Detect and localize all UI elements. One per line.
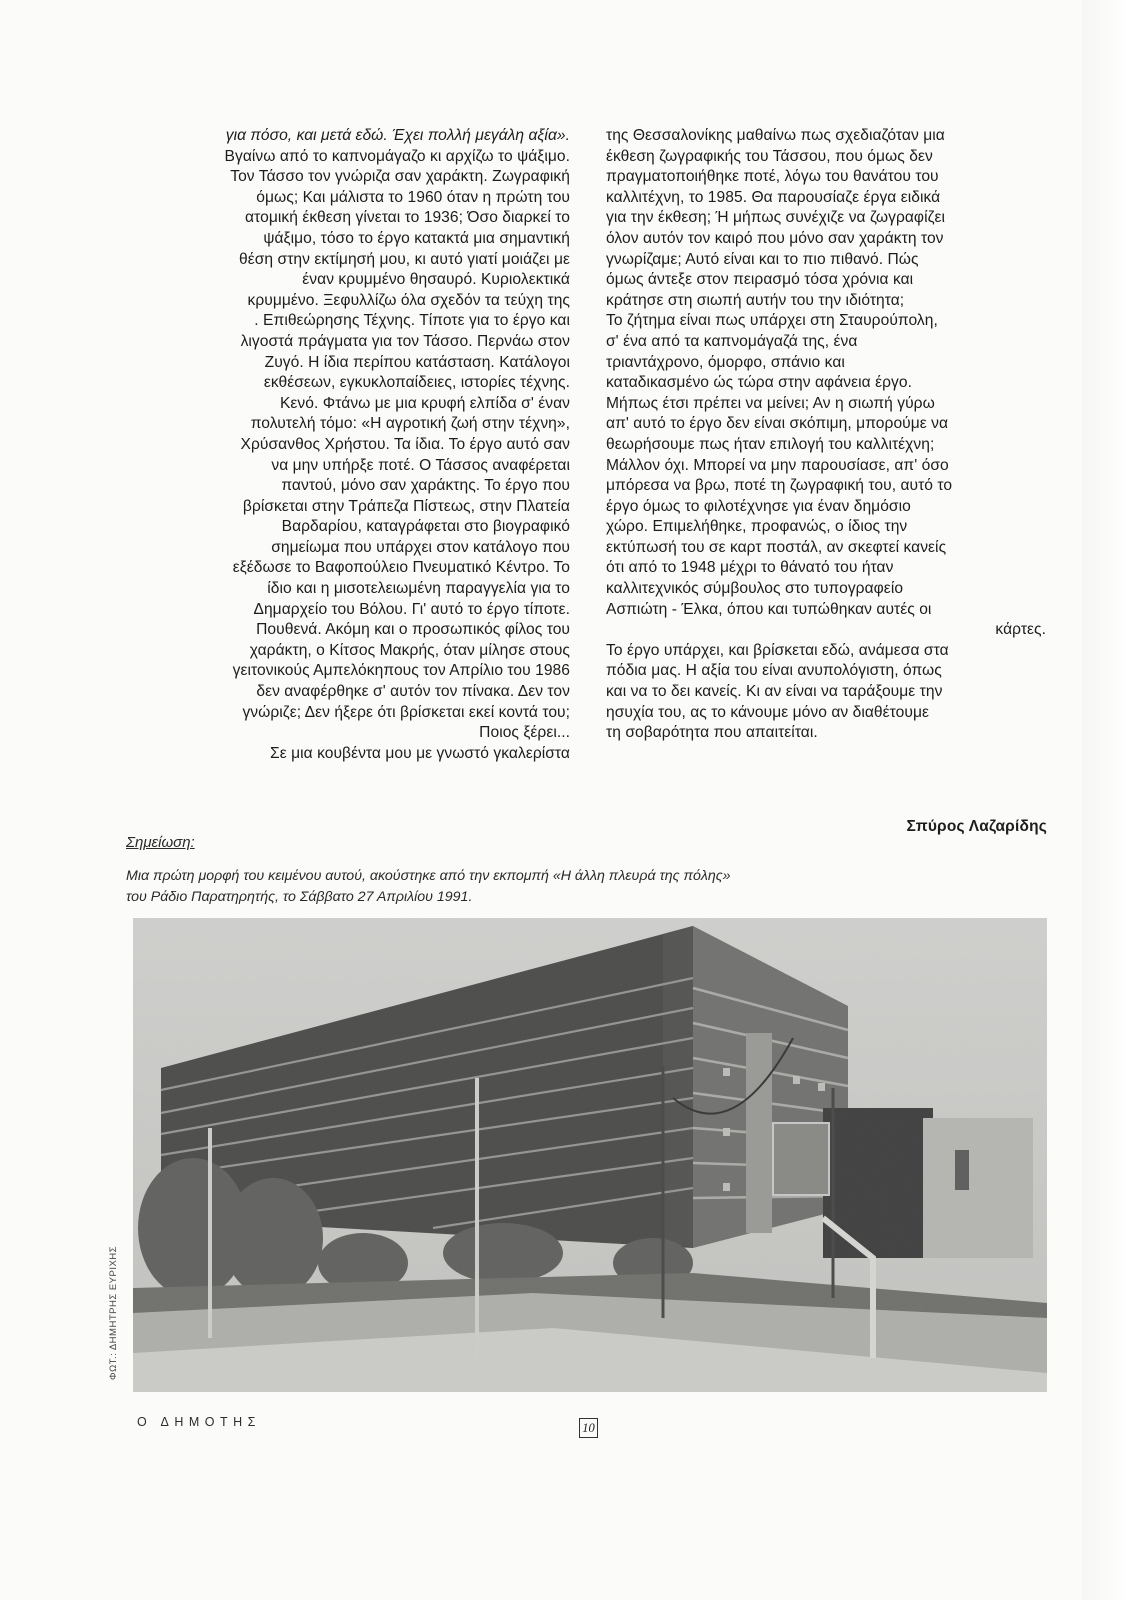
page-edge	[1082, 0, 1132, 1600]
note-text	[126, 866, 731, 907]
text-line: της Θεσσαλονίκης μαθαίνω πως σχεδιαζόταν μια	[606, 127, 945, 144]
text-line: Ποιος ξέρει...	[479, 724, 570, 742]
text-line: Βγαίνω από το καπνομάγαζο κι αρχίζω το ψάξιμο.	[224, 147, 570, 165]
text-line: να μην υπήρξε ποτέ. Ο Τάσσος αναφέρεται	[271, 456, 570, 474]
text-line: πραγματοποιήθηκε ποτέ, λόγω του θανάτου του	[606, 168, 939, 186]
text-line: κράτησε στη σιωπή αυτήν του την ιδιότητα;	[606, 291, 905, 309]
text-line: τη σοβαρότητα που απαιτείται.	[606, 724, 818, 742]
text-line: βρίσκεται στην Τράπεζα Πίστεως, στην Πλατεία	[242, 497, 570, 515]
article-left-column	[128, 126, 570, 764]
text-line: παντού, μόνο σαν χαράκτης. Το έργο που	[281, 477, 570, 495]
text-line: Βαρδαρίου, καταγράφεται στο βιογραφικό	[281, 518, 570, 536]
text-line: Μήπως έτσι πρέπει να μείνει; Αν η σιωπή γύρω	[606, 394, 935, 412]
text-line: γνώριζε; Δεν ήξερε ότι βρίσκεται εκεί κοντά του;	[242, 703, 570, 721]
text-line: ότι από το 1948 μέχρι το θάνατό του ήταν	[606, 559, 894, 577]
text-line: εξέδωσε το Βαφοπούλειο Πνευματικό Κέντρο. Το	[232, 559, 570, 577]
text-line: κάρτες.	[995, 621, 1046, 639]
text-line: για την έκθεση; Ή μήπως συνέχιζε να ζωγραφίζει	[606, 209, 946, 227]
text-line: Δημαρχείο του Βόλου. Γι' αυτό το έργο τίποτε.	[253, 600, 570, 618]
text-line: . Επιθεώρησης Τέχνης. Τίποτε για το έργο και	[254, 312, 570, 330]
text-line: σημείωμα που υπάρχει στον κατάλογο που	[271, 538, 570, 556]
text-line: χαράκτη, ο Κίτσος Μακρής, όταν μίλησε στους	[249, 641, 570, 659]
note-label: Σημείωση:	[126, 834, 195, 851]
text-line: μπόρεσα να βρω, ποτέ τη ζωγραφική του, αυτό το	[606, 477, 953, 495]
text-line: εκτύπωσή του σε καρτ ποστάλ, αν σκεφτεί κανείς	[606, 538, 947, 556]
photo-credit: ΦΩΤ.: ΔΗΜΗΤΡΗΣ ΕΥΡΙΧΗΣ	[108, 1245, 119, 1380]
text-line: Κενό. Φτάνω με μια κρυφή ελπίδα σ' έναν	[279, 394, 570, 412]
text-line: θεωρήσουμε πως ήταν επιλογή του καλλιτέχνη;	[606, 435, 935, 453]
text-line: ίδιο και η μισοτελειωμένη παραγγελία για το	[267, 580, 570, 598]
text-line: Το έργο υπάρχει, και βρίσκεται εδώ, ανάμεσα στα	[606, 641, 949, 659]
text-line: και να το δει κανείς. Κι αν είναι να ταράξουμε την	[606, 683, 943, 701]
text-line: Σε μια κουβέντα μου με γνωστό γκαλερίστα	[270, 744, 570, 762]
text-line: όλον αυτόν τον καιρό που μόνο σαν χαράκτη τον	[606, 229, 944, 247]
text-line: πολυτελή τόμο: «Η αγροτική ζωή στην τέχνη»,	[250, 415, 570, 433]
text-line: κρυμμένο. Ξεφυλλίζω όλα σχεδόν τα τεύχη της	[247, 291, 570, 309]
text-line: απ' αυτό το έργο δεν είναι σκόπιμη, μπορούμε να	[606, 415, 949, 433]
text-line: Ασπιώτη - Έλκα, όπου και τυπώθηκαν αυτές οι	[606, 600, 932, 618]
text-line: καλλιτέχνη, το 1985. Θα παρουσίαζε έργα ειδικά	[606, 188, 941, 206]
text-line: έργο όμως το φιλοτέχνησε για έναν δημόσιο	[606, 497, 911, 515]
building-photograph	[133, 918, 1047, 1392]
text-line: Το ζήτημα είναι πως υπάρχει στη Σταυρούπολη,	[606, 312, 938, 330]
text-line: πόδια μας. Η αξία του είναι ανυπολόγιστη, όπως	[606, 662, 942, 680]
page-number: 10	[579, 1418, 598, 1438]
text-line: δεν αναφέρθηκε σ' αυτόν τον πίνακα. Δεν τον	[256, 683, 570, 701]
text-line: για πόσο, και μετά εδώ. Έχει πολλή μεγάλη αξία».	[225, 127, 570, 144]
text-line: ησυχία του, ας το κάνουμε μόνο αν διαθέτουμε	[606, 703, 929, 721]
text-line: ψάξιμο, τόσο το έργο κατακτά μια σημαντική	[263, 229, 570, 247]
text-line: λιγοστά πράγματα για τον Τάσσο. Περνάω στον	[240, 332, 570, 350]
text-line: Ζυγό. Η ίδια περίπου κατάσταση. Κατάλογοι	[264, 353, 570, 371]
text-line: έναν κρυμμένο θησαυρό. Κυριολεκτικά	[302, 271, 570, 289]
text-line: γνωρίζαμε; Αυτό είναι και το πιο πιθανό. Πώς	[606, 250, 919, 268]
note-line-1: Μια πρώτη μορφή του κειμένου αυτού, ακούστηκε από την εκπομπή «Η άλλη πλευρά της πόλης»	[126, 868, 731, 884]
text-line: όμως άντεξε στον πειρασμό τόσα χρόνια και	[606, 271, 914, 289]
text-line: σ' ένα από τα καπνομάγαζά της, ένα	[606, 332, 858, 350]
text-line: γειτονικούς Αμπελόκηπους τον Απρίλιο του 1986	[232, 662, 570, 680]
text-line: τριαντάχρονο, όμορφο, σπάνιο και	[606, 353, 845, 371]
author-signature: Σπύρος Λαζαρίδης	[906, 818, 1047, 835]
article-right-column	[606, 126, 1046, 744]
text-line: Πουθενά. Ακόμη και ο προσωπικός φίλος του	[256, 621, 570, 639]
text-line: καλλιτεχνικός σύμβουλος στο τυπογραφείο	[606, 580, 904, 598]
publication-title: Ο ΔΗΜΟΤΗΣ	[137, 1415, 261, 1429]
note-line-2: του Ράδιο Παρατηρητής, το Σάββατο 27 Απριλίου 1991.	[126, 888, 473, 905]
text-line: εκθέσεων, εγκυκλοπαίδειες, ιστορίες τέχνης.	[263, 374, 570, 392]
text-line: όμως; Και μάλιστα το 1960 όταν η πρώτη του	[256, 188, 570, 206]
text-line: Χρύσανθος Χρήστου. Τα ίδια. Το έργο αυτό σαν	[240, 435, 570, 453]
text-line: ατομική έκθεση γίνεται το 1936; Όσο διαρκεί το	[245, 209, 570, 227]
text-line: καταδικασμένο ώς τώρα στην αφάνεια έργο.	[606, 374, 912, 392]
text-line: χώρο. Επιμελήθηκε, προφανώς, ο ίδιος την	[606, 518, 908, 536]
text-line: έκθεση ζωγραφικής του Τάσσου, που όμως δεν	[606, 147, 933, 165]
text-line: θέση στην εκτίμησή μου, κι αυτό γιατί μοιάζει με	[239, 250, 570, 268]
text-line: Τον Τάσσο τον γνώριζα σαν χαράκτη. Ζωγραφική	[230, 168, 570, 186]
text-line: Μάλλον όχι. Μπορεί να μην παρουσίασε, απ' όσο	[606, 456, 949, 474]
